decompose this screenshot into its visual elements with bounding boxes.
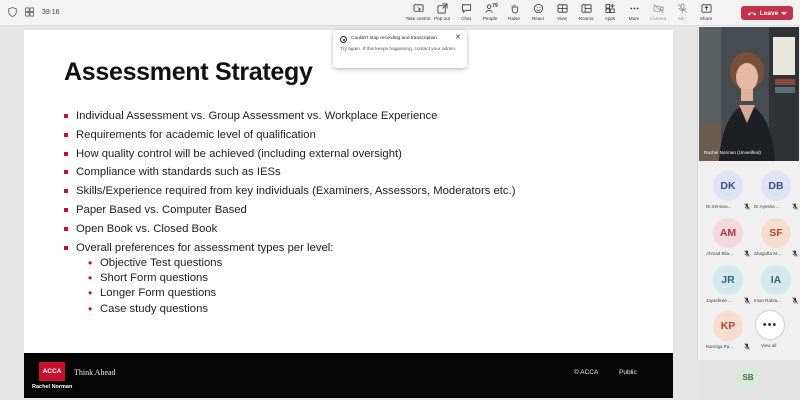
- apps-button[interactable]: Apps: [598, 3, 622, 25]
- react-button[interactable]: React: [526, 3, 550, 25]
- raise-hand-icon: [509, 3, 520, 14]
- toast-title: Couldn't stop recording and transcription.: [351, 36, 439, 41]
- mic-off-icon: [792, 250, 798, 257]
- bullet-item: Overall preferences for assessment types per level:: [62, 241, 516, 256]
- bullet-item: Open Book vs. Closed Book: [62, 222, 516, 241]
- participant-tile[interactable]: [751, 218, 799, 258]
- meeting-timer: 39:16: [42, 8, 60, 16]
- apps-icon: [605, 3, 616, 14]
- bullet-item: Individual Assessment vs. Group Assessment vs. Workplace Experience: [62, 109, 516, 128]
- leave-button[interactable]: Leave: [741, 6, 793, 20]
- more-icon: •••: [762, 319, 778, 331]
- participant-tile[interactable]: [703, 265, 751, 305]
- avatar: IA: [761, 265, 791, 295]
- slide-classification: Public: [619, 369, 637, 376]
- avatar: JR: [713, 265, 743, 295]
- participant-tile[interactable]: [703, 218, 751, 258]
- mic-off-icon: [744, 203, 750, 210]
- avatar: DK: [713, 171, 743, 201]
- take-control-button[interactable]: Take control: [406, 3, 430, 25]
- meeting-toolbar: [0, 0, 800, 26]
- presenter-name-label: Rachel Norman: [32, 384, 73, 390]
- camera-off-icon: [653, 3, 664, 14]
- participant-name: Kanniga Pa...: [706, 344, 734, 349]
- camera-button[interactable]: Camera: [646, 3, 670, 25]
- take-control-icon: [413, 3, 424, 14]
- participant-tile[interactable]: [703, 311, 751, 351]
- recording-icon: [340, 36, 347, 43]
- slide-tagline: Think Ahead: [74, 368, 116, 377]
- avatar: DB: [761, 171, 791, 201]
- sub-bullet-item: • Case study questions: [62, 302, 516, 317]
- participants-panel: [697, 26, 800, 400]
- presenter-video-tile[interactable]: [699, 27, 799, 161]
- bullet-item: Requirements for academic level of qualification: [62, 128, 516, 147]
- view-icon: [557, 3, 568, 14]
- slide-bullet-list: [62, 109, 516, 317]
- participant-tile[interactable]: [703, 171, 751, 211]
- mic-button[interactable]: Mic: [670, 3, 694, 25]
- chat-button[interactable]: Chat: [454, 3, 478, 25]
- sub-bullet-item: • Objective Test questions: [62, 256, 516, 271]
- meeting-info: [8, 7, 60, 17]
- participant-name: Iman Rabia...: [754, 298, 781, 303]
- participant-name: Shagufta M...: [754, 251, 781, 256]
- participant-tile[interactable]: [697, 360, 800, 400]
- avatar: SF: [761, 218, 791, 248]
- mic-off-icon: [792, 203, 798, 210]
- toolbar-buttons: [406, 3, 718, 25]
- rooms-icon: [581, 3, 592, 14]
- sub-bullet-item: • Short Form questions: [62, 271, 516, 286]
- share-button[interactable]: Share: [694, 3, 718, 25]
- bullet-item: Compliance with standards such as IESs: [62, 165, 516, 184]
- avatar: AM: [713, 218, 743, 248]
- view-all-label: View all: [761, 343, 777, 348]
- pop-out-button[interactable]: Pop out: [430, 3, 454, 25]
- bullet-item: Skills/Experience required from key individuals (Examiners, Assessors, Moderators etc.): [62, 184, 516, 203]
- people-button[interactable]: 79 People: [482, 3, 498, 21]
- avatar: SB: [735, 364, 761, 390]
- sub-bullet-item: • Longer Form questions: [62, 286, 516, 301]
- participant-name: Dr.Srinivas...: [706, 204, 732, 209]
- share-icon: [701, 3, 712, 14]
- view-button[interactable]: View: [550, 3, 574, 25]
- more-button[interactable]: More: [622, 3, 646, 25]
- slide-footer: [24, 353, 673, 398]
- presenter-name: Rachel Norman (Unverified): [704, 150, 761, 155]
- more-icon: [629, 3, 640, 14]
- view-all-button[interactable]: [755, 310, 785, 340]
- grid-icon[interactable]: [25, 7, 34, 17]
- acca-logo: ACCA: [39, 362, 65, 381]
- rooms-button[interactable]: Rooms: [574, 3, 598, 25]
- close-icon[interactable]: ✕: [455, 34, 461, 41]
- participant-name: Jayashree ...: [706, 298, 732, 303]
- slide-copyright: © ACCA: [574, 369, 599, 376]
- shared-content-stage: [0, 26, 697, 400]
- avatar: KP: [713, 311, 743, 341]
- participant-tile[interactable]: [751, 171, 799, 211]
- phone-icon: [747, 10, 757, 17]
- bullet-item: Paper Based vs. Computer Based: [62, 203, 516, 222]
- participant-tile[interactable]: [751, 265, 799, 305]
- leave-options-chevron-icon[interactable]: [781, 12, 787, 15]
- participant-name: Dr.Ayesha ...: [754, 204, 780, 209]
- presentation-slide: [24, 30, 673, 390]
- mic-off-icon: [677, 3, 688, 14]
- mic-off-icon: [744, 297, 750, 304]
- recording-error-toast: [333, 30, 467, 68]
- presenter-video-feed: [699, 27, 799, 161]
- pop-out-icon: [437, 3, 448, 14]
- react-icon: [533, 3, 544, 14]
- bullet-item: How quality control will be achieved (including external oversight): [62, 147, 516, 166]
- participant-name: Ahmad Bila...: [706, 251, 733, 256]
- mic-off-icon: [792, 297, 798, 304]
- mic-off-icon: [744, 250, 750, 257]
- mic-off-icon: [744, 343, 750, 350]
- toast-message: Try again. If this keeps happening, contact your admin.: [340, 47, 457, 52]
- raise-hand-button[interactable]: Raise: [502, 3, 526, 25]
- shield-icon: [8, 7, 17, 17]
- chat-icon: [461, 3, 472, 14]
- slide-title: Assessment Strategy: [64, 58, 313, 86]
